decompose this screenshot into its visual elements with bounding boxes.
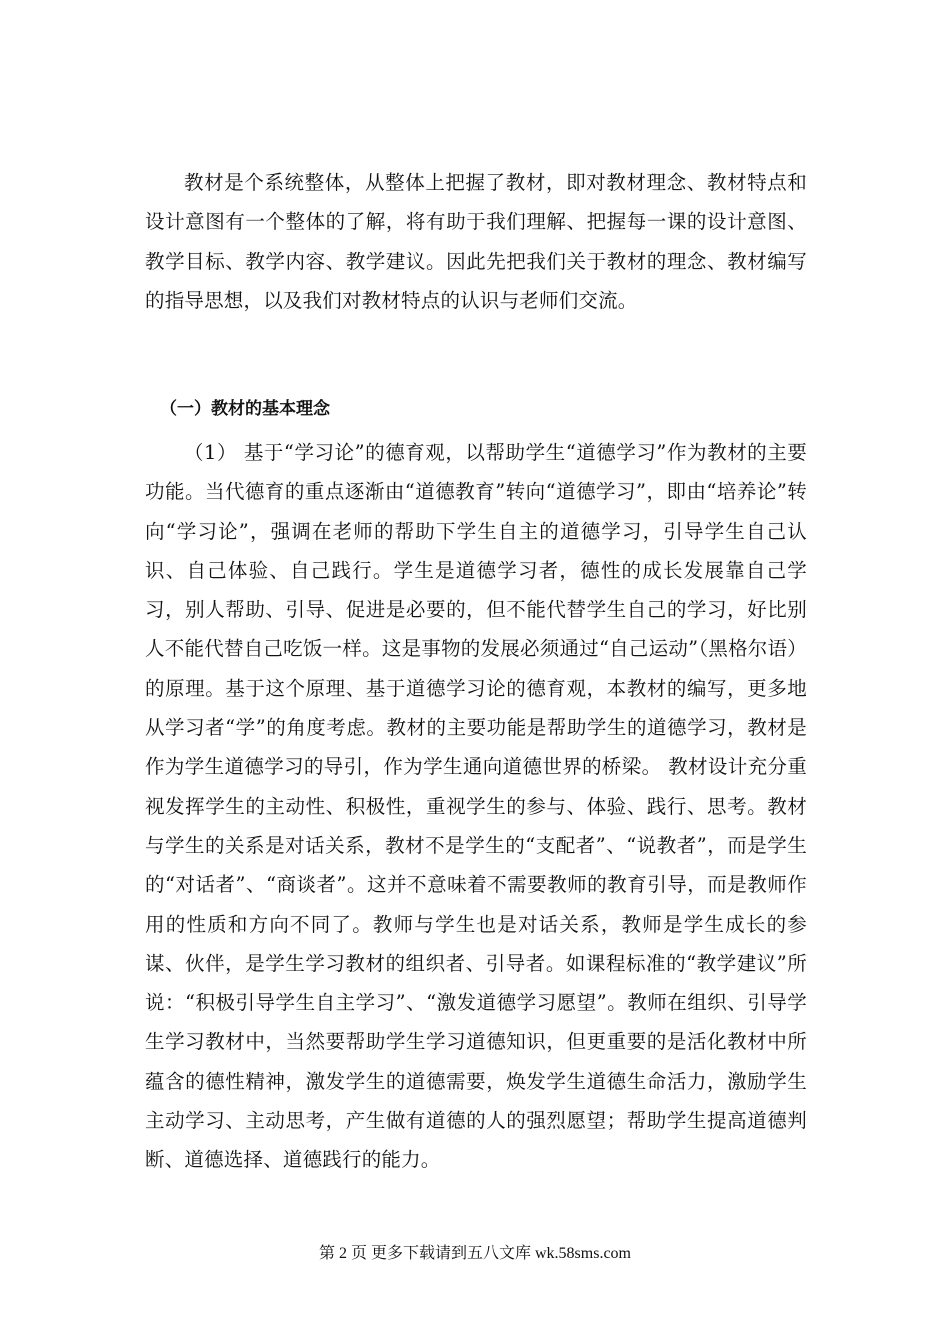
page-footer: 第 2 页 更多下载请到五八文库 wk.58sms.com [318, 1245, 631, 1262]
section-paragraph: （1） 基于“学习论”的德育观，以帮助学生“道德学习”作为教材的主要功能。当代德育的重点逐渐由“道德教育”转向“道德学习”，即由“培养论”转向“学习论”，强调在老师的帮助下学生自主的道德学习，引导学生自己认识、自己体验、自己践行。学生是道德学习者，德性的成长发展靠自己学习，别人帮助、引导、促进是必要的，但不能代替学生自己的学习，好比别人不能代替自己吃饭一样。这是事物的发展必须通过“自己运动”（黑格尔语）的原理。基于这个原理、基于道德学习论的德育观，本教材的编写，更多地从学习者“学”的角度考虑。教材的主要功能是帮助学生的道德学习，教材是作为学生道德学习的导引，作为学生通向道德世界的桥梁。 教材设计充分重视发挥学生的主动性、积极性，重视学生的参与、体验、践行、思考。教材与学生的关系是对话关系，教材不是学生的“支配者”、“说教者”，而是学生的“对话者”、“商谈者”。这并不意味着不需要教师的教育引导，而是教师作用的性质和方向不同了。教师与学生也是对话关系，教师是学生成长的参谋、伙伴，是学生学习教材的组织者、引导者。如课程标准的“教学建议”所说：“积极引导学生自主学习”、“激发道德学习愿望”。教师在组织、引导学生学习教材中，当然要帮助学生学习道德知识，但更重要的是活化教材中所蕴含的德性精神，激发学生的道德需要，焕发学生道德生命活力，激励学生主动学习、主动思考，产生做有道德的人的强烈愿望；帮助学生提高道德判断、道德选择、道德践行的能力。 [145, 441, 807, 1172]
section-heading: （一）教材的基本理念 [160, 399, 330, 419]
intro-paragraph: 教材是个系统整体，从整体上把握了教材，即对教材理念、教材特点和设计意图有一个整体的了解，将有助于我们理解、把握每一课的设计意图、教学目标、教学内容、教学建议。因此先把我们关于教材的理念、教材编写的指导思想，以及我们对教材特点的认识与老师们交流。 [145, 171, 807, 312]
